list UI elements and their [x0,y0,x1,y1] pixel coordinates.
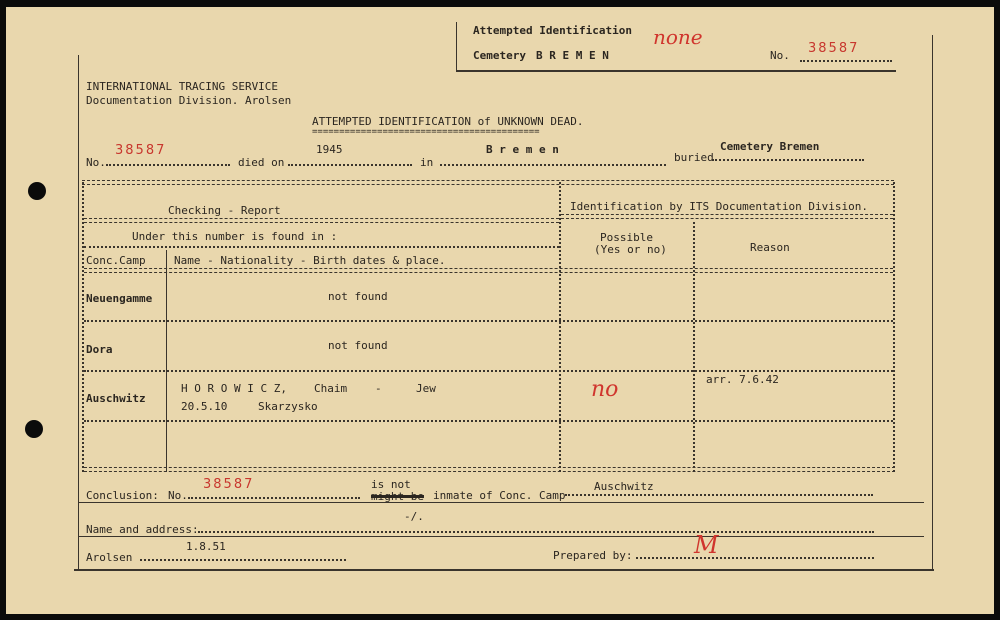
prepared-by-initial: M [694,531,719,559]
header-no-dots [800,60,892,62]
row3-place: Skarzysko [258,400,318,413]
record-in-dots [440,164,666,166]
header-box-left [456,22,457,72]
header-cemetery-value: B R E M E N [536,49,609,62]
header-box-bottom [456,70,896,72]
col-details-header: Name - Nationality - Birth dates & place. [174,254,446,267]
conclusion-struck: might be [371,490,424,503]
name-address-dots [198,531,874,533]
prepared-by-label: Prepared by: [553,549,633,562]
frame-bottom-line [74,569,934,571]
conclusion-rule [78,502,924,503]
table-rule-2 [84,246,559,248]
record-no-value: 38587 [115,143,167,158]
row3-nationality: Jew [416,382,436,395]
table-middle-divider [559,182,561,472]
org-line-1: INTERNATIONAL TRACING SERVICE [86,80,279,93]
table-right-border [893,182,895,472]
row3-name: H O R O W I C Z, [181,382,287,395]
conclusion-is-not: is not [371,478,411,491]
row2-details: not found [328,339,388,352]
row2-camp: Dora [86,343,113,356]
row3-dash: - [375,382,382,395]
yes-or-no-label: (Yes or no) [594,243,667,256]
record-in-label: in [420,156,434,169]
footer-date-dots [140,559,346,561]
handwritten-none: none [653,25,703,49]
record-in-value: B r e m e n [486,143,559,156]
table-header-rule [84,268,893,273]
table-reason-divider [693,222,695,472]
row2-rule [84,370,893,372]
conclusion-camp: Auschwitz [594,480,654,493]
row3-firstname: Chaim [314,382,348,395]
record-died-dots [288,164,412,166]
row1-camp: Neuengamme [86,292,153,305]
table-camp-divider [166,250,167,472]
table-rule-1 [84,218,559,223]
reason-label: Reason [750,241,790,254]
identification-label: Identification by ITS Documentation Division. [570,200,869,213]
footer-place: Arolsen [86,551,133,564]
punch-hole [25,420,43,438]
record-no-dots [106,164,230,166]
under-number-label: Under this number is found in : [132,230,338,243]
row3-reason: arr. 7.6.42 [706,373,779,386]
row3-dob: 20.5.10 [181,400,228,413]
row1-rule [84,320,893,322]
record-buried-dots [712,159,864,161]
table-left-border [82,182,84,472]
footer-date: 1.8.51 [186,540,226,553]
header-no-value: 38587 [808,41,860,56]
header-no-label: No. [770,49,790,62]
org-line-2: Documentation Division. Arolsen [86,94,292,107]
conclusion-inmate: inmate of Conc. Camp [433,489,566,502]
table-rule-1b [561,214,893,219]
conclusion-label: Conclusion: [86,489,159,502]
row1-details: not found [328,290,388,303]
conclusion-camp-dots [565,494,873,496]
name-address-rule [78,536,924,537]
row3-rule [84,420,893,422]
row3-possible: no [591,377,619,402]
header-title: Attempted Identification [473,24,632,37]
record-no-label: No. [86,156,106,169]
conclusion-slash: -/. [404,510,424,523]
table-top-border [82,180,894,185]
conclusion-no-value: 38587 [203,477,255,492]
table-bottom-border [84,467,895,472]
conclusion-no-dots [188,497,360,499]
frame-right-line [932,35,933,570]
record-died-label: died on [238,156,285,169]
checking-report-label: Checking - Report [168,204,281,217]
form-title-underline: ========================================== [312,127,540,137]
col-camp-header: Conc.Camp [86,254,146,267]
header-cemetery-label: Cemetery [473,49,526,62]
possible-label: Possible [600,231,653,244]
frame-left-line [78,55,79,570]
form-title: ATTEMPTED IDENTIFICATION of UNKNOWN DEAD. [312,115,584,128]
record-buried-label: buried [674,151,714,164]
row3-camp: Auschwitz [86,392,146,405]
record-buried-value: Cemetery Bremen [720,140,820,153]
name-address-label: Name and address: [86,523,199,536]
prepared-by-dots [636,557,874,559]
conclusion-no-label: No. [168,489,188,502]
record-died-value: 1945 [316,143,343,156]
punch-hole [28,182,46,200]
